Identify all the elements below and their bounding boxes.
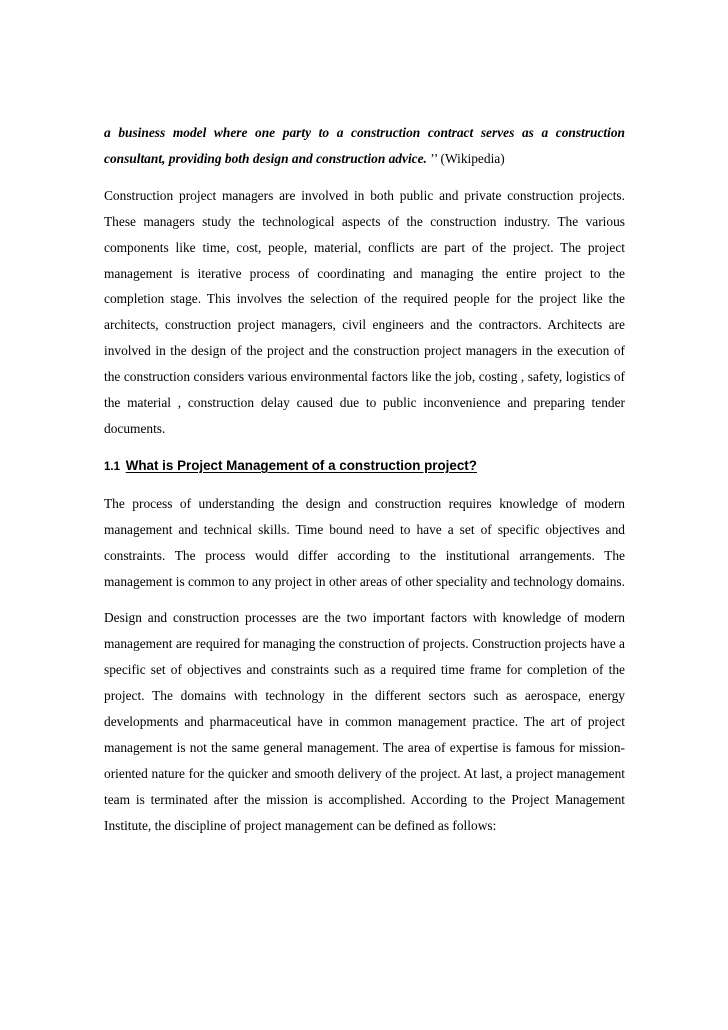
section-paragraph-2: Design and construction processes are the two important factors with knowledge of modern management are required for managing the construction of projects. Construction projects have a specific set of objectives and constraints such as a required time frame for completion of the project. The domains with technology in the different sectors such as aerospace, energy developments and pharmaceutical have in common management practice. The art of project management is not the same general management. The area of expertise is famous for mission-oriented nature for the quicker and smooth delivery of the project. At last, a project management team is terminated after the mission is accomplished. According to the Project Management Institute, the discipline of project management can be defined as follows: xyxy=(104,610,625,833)
intro-quote-text: a business model where one party to a construction contract serves as a construction consultant, providing both design and construction advice. xyxy=(104,125,625,166)
intro-closing-quote: ’’ xyxy=(426,150,441,166)
document-body xyxy=(104,120,625,839)
body-paragraph-1: Construction project managers are involved in both public and private construction projects. These managers study the technological aspects of the construction industry. The various components like time, cost, people, material, conflicts are part of the project. The project management is iterative process of coordinating and managing the entire project to the completion stage. This involves the selection of the required people for the project like the architects, construction project managers, civil engineers and the contractors. Architects are involved in the design of the project and the construction project managers in the execution of the construction considers various environmental factors like the job, costing , safety, logistics of the material , construction delay caused due to public inconvenience and preparing tender documents. xyxy=(104,187,625,436)
intro-quote-paragraph xyxy=(104,120,625,172)
intro-citation: (Wikipedia) xyxy=(440,150,505,166)
section-title: What is Project Management of a construction project? xyxy=(125,457,477,473)
section-heading xyxy=(104,453,625,481)
section-number: 1.1 xyxy=(104,460,120,473)
section-paragraph-1: The process of understanding the design and construction requires knowledge of modern management and technical skills. Time bound need to have a set of specific objectives and constraints. The process would differ according to the institutional arrangements. The management is common to any project in other areas of other speciality and technology domains. xyxy=(104,495,625,589)
